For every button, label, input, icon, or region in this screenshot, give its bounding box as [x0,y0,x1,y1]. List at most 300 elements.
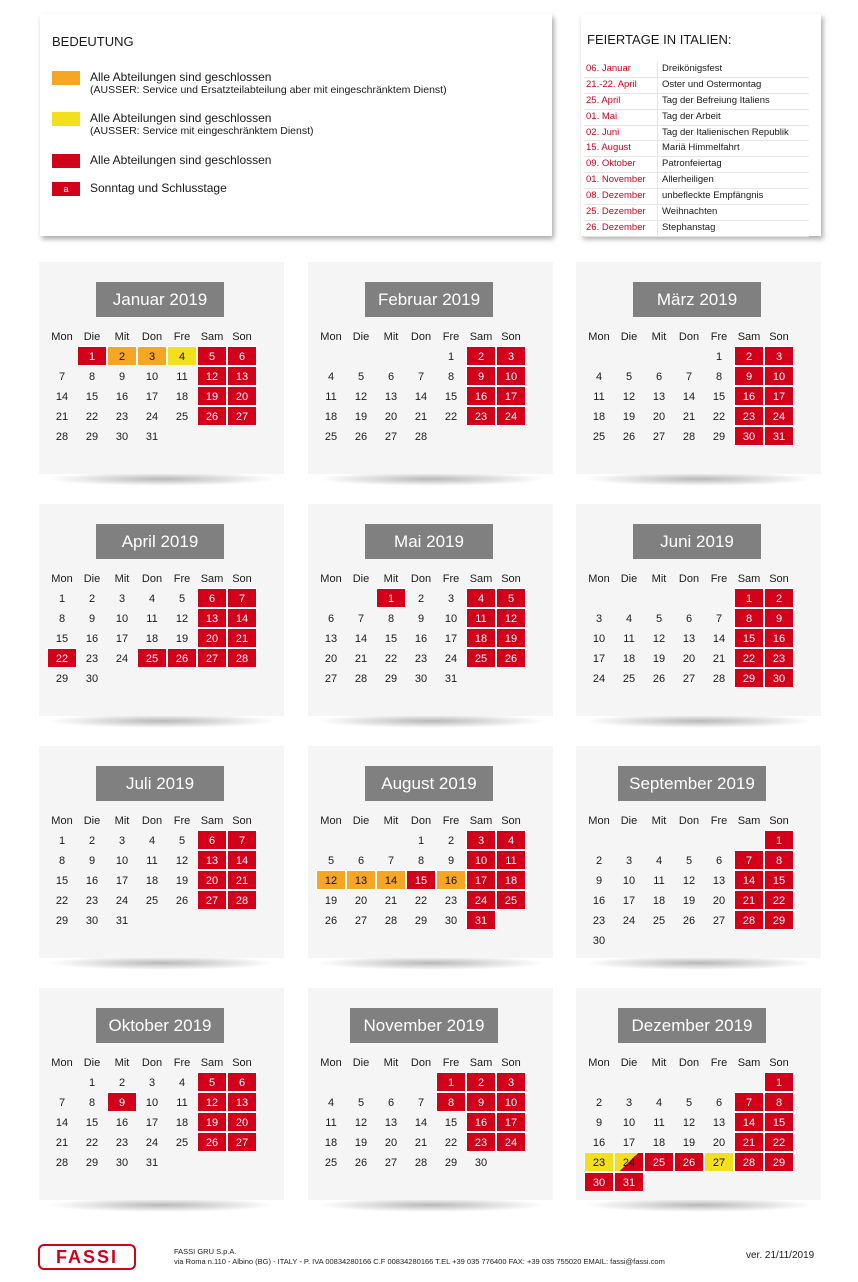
day-cell: 23 [466,406,496,426]
day-cell: 29 [414,915,428,927]
day-cell: 13 [346,870,376,890]
weekday-header: Don [678,573,700,585]
day-cell: 30 [584,1172,614,1192]
month-calendar [308,504,553,716]
day-cell: 24 [614,1152,644,1172]
day-cell: 3 [118,835,126,847]
day-cell: 23 [414,653,428,665]
legend-item [52,153,271,168]
legend-sublabel: (AUSSER: Service und Ersatzteilabteilung aber mit eingeschränktem Dienst) [90,84,447,96]
weekday-header: Fre [173,1057,191,1069]
day-cell: 10 [466,850,496,870]
day-cell: 4 [178,1077,186,1089]
holiday-row [584,205,809,221]
month-calendar [576,504,821,716]
holiday-row [584,141,809,157]
weekday-header: Die [620,573,638,585]
day-cell: 21 [712,653,726,665]
day-cell: 18 [145,875,159,887]
day-cell: 3 [625,1097,633,1109]
day-cell: 25 [175,411,189,423]
weekday-header: Mon [588,1057,610,1069]
day-cell: 10 [622,1117,636,1129]
day-cell: 12 [682,875,696,887]
weekday-header: Die [352,815,370,827]
day-cell: 30 [414,673,428,685]
month-calendar [576,262,821,474]
day-cell: 6 [387,1097,395,1109]
day-cell: 15 [444,1117,458,1129]
weekday-header: Die [620,331,638,343]
day-cell: 20 [384,411,398,423]
day-cell: 10 [622,875,636,887]
month-days-grid [584,326,794,446]
day-cell: 5 [357,1097,365,1109]
day-cell: 7 [227,830,257,850]
company-name: FASSI GRU S.p.A. [174,1247,237,1256]
day-cell: 2 [88,593,96,605]
holiday-date: 01. November [586,174,646,186]
day-cell: 23 [734,406,764,426]
day-cell: 22 [764,890,794,910]
day-cell: 12 [175,855,189,867]
day-cell: 15 [384,633,398,645]
day-cell: 24 [145,411,159,423]
day-cell: 8 [58,613,66,625]
holidays-title: FEIERTAGE IN ITALIEN: [587,32,732,47]
month-days-grid [47,568,257,688]
day-cell: 15 [406,870,436,890]
day-cell: 20 [652,411,666,423]
weekday-header: Son [501,331,521,343]
day-cell: 15 [85,1117,99,1129]
day-cell: 17 [145,391,159,403]
empty-cell [614,1072,644,1092]
day-cell: 6 [655,371,663,383]
day-cell: 13 [197,850,227,870]
empty-cell [584,588,614,608]
day-cell: 11 [176,1097,188,1109]
day-cell: 7 [734,850,764,870]
day-cell: 17 [145,1117,159,1129]
day-cell: 6 [685,613,693,625]
weekday-header: Die [83,1057,101,1069]
empty-cell [376,1072,406,1092]
empty-cell [346,830,376,850]
day-cell: 23 [85,895,99,907]
day-cell: 25 [137,648,167,668]
weekday-header: Don [410,815,432,827]
day-cell: 7 [58,371,66,383]
day-cell: 17 [115,633,129,645]
day-cell: 14 [55,1117,69,1129]
day-cell: 4 [466,588,496,608]
day-cell: 5 [197,346,227,366]
day-cell: 21 [414,1137,428,1149]
day-cell: 6 [387,371,395,383]
weekday-header: Son [769,1057,789,1069]
weekday-header: Son [232,1057,252,1069]
day-cell: 26 [682,915,696,927]
day-cell: 5 [496,588,526,608]
day-cell: 14 [734,1112,764,1132]
day-cell: 29 [712,431,726,443]
month-days-grid [316,568,526,688]
day-cell: 1 [376,588,406,608]
day-cell: 29 [384,673,398,685]
day-cell: 18 [622,653,636,665]
day-cell: 19 [682,1137,696,1149]
day-cell: 27 [354,915,368,927]
day-cell: 1 [58,835,66,847]
empty-cell [346,346,376,366]
day-cell: 21 [682,411,696,423]
legend-title: BEDEUTUNG [52,34,134,49]
day-cell: 12 [197,1092,227,1112]
day-cell: 13 [324,633,338,645]
day-cell: 11 [325,391,337,403]
day-cell: 4 [496,830,526,850]
legend-swatch-red [52,154,80,168]
weekday-header: Die [620,1057,638,1069]
day-cell: 30 [734,426,764,446]
day-cell: 24 [764,406,794,426]
day-cell: 7 [387,855,395,867]
holiday-date: 02. Juni [586,126,620,138]
legend-label: Alle Abteilungen sind geschlossen [90,70,272,84]
day-cell: 28 [55,1157,69,1169]
day-cell: 8 [387,613,395,625]
day-cell: 9 [595,875,603,887]
day-cell: 1 [77,346,107,366]
day-cell: 14 [227,608,257,628]
day-cell: 18 [145,633,159,645]
day-cell: 26 [197,1132,227,1152]
day-cell: 24 [115,895,129,907]
empty-cell [376,830,406,850]
day-cell: 5 [685,1097,693,1109]
day-cell: 3 [148,1077,156,1089]
weekday-header: Fre [442,815,460,827]
day-cell: 30 [85,915,99,927]
day-cell: 3 [447,593,455,605]
day-cell: 13 [384,1117,398,1129]
day-cell: 17 [622,1137,636,1149]
weekday-header: Son [232,331,252,343]
weekday-header: Fre [442,573,460,585]
legend-label: Sonntag und Schlusstage [90,181,227,195]
day-cell: 21 [734,1132,764,1152]
month-days-grid [47,810,257,930]
weekday-header: Die [352,331,370,343]
month-calendar [308,988,553,1200]
weekday-header: Mon [320,1057,342,1069]
holiday-name: Allerheiligen [657,173,809,188]
day-cell: 17 [764,386,794,406]
day-cell: 12 [354,1117,368,1129]
day-cell: 4 [327,1097,335,1109]
day-cell: 9 [734,366,764,386]
day-cell: 18 [175,391,189,403]
day-cell: 9 [88,855,96,867]
weekday-header: Sam [469,1057,493,1069]
day-cell: 8 [734,608,764,628]
day-cell: 19 [682,895,696,907]
holidays-list [584,62,809,237]
day-cell: 9 [466,1092,496,1112]
day-cell: 24 [496,406,526,426]
day-cell: 10 [592,633,606,645]
holiday-row [584,157,809,173]
day-cell: 29 [764,910,794,930]
day-cell: 24 [592,673,606,685]
weekday-header: Don [410,331,432,343]
day-cell: 25 [622,673,636,685]
day-cell: 2 [595,855,603,867]
day-cell: 31 [115,915,129,927]
month-calendar [576,746,821,958]
day-cell: 9 [107,1092,137,1112]
empty-cell [674,588,704,608]
empty-cell [584,830,614,850]
day-cell: 21 [384,895,398,907]
day-cell: 10 [115,613,129,625]
day-cell: 12 [622,391,636,403]
weekday-header: Mon [588,331,610,343]
day-cell: 22 [734,648,764,668]
day-cell: 30 [85,673,99,685]
day-cell: 21 [55,1137,69,1149]
day-cell: 12 [316,870,346,890]
day-cell: 3 [496,346,526,366]
day-cell: 30 [115,431,129,443]
weekday-header: Fre [710,331,728,343]
day-cell: 15 [55,633,69,645]
month-title: Mai 2019 [365,524,493,559]
day-cell: 3 [595,613,603,625]
legend-item [52,111,314,138]
day-cell: 28 [227,890,257,910]
day-cell: 23 [85,653,99,665]
day-cell: 6 [327,613,335,625]
day-cell: 27 [227,406,257,426]
month-calendar [39,988,284,1200]
day-cell: 6 [197,588,227,608]
holiday-row [584,221,809,237]
weekday-header: Mit [383,331,399,343]
day-cell: 14 [414,1117,428,1129]
day-cell: 16 [115,1117,129,1129]
holiday-name: Weihnachten [657,205,809,220]
day-cell: 4 [148,593,156,605]
day-cell: 10 [444,613,458,625]
empty-cell [614,588,644,608]
holiday-date: 21.-22. April [586,78,637,90]
day-cell: 29 [734,668,764,688]
weekday-header: Mon [51,815,73,827]
day-cell: 18 [652,895,666,907]
day-cell: 18 [592,411,606,423]
day-cell: 27 [197,648,227,668]
day-cell: 21 [227,628,257,648]
month-days-grid [47,326,257,446]
day-cell: 10 [496,366,526,386]
day-cell: 2 [734,346,764,366]
day-cell: 25 [466,648,496,668]
day-cell: 23 [466,1132,496,1152]
day-cell: 16 [436,870,466,890]
day-cell: 11 [146,855,158,867]
day-cell: 11 [623,633,635,645]
weekday-header: Mit [114,331,130,343]
holiday-date: 26. Dezember [586,221,646,233]
day-cell: 18 [652,1137,666,1149]
day-cell: 28 [55,431,69,443]
weekday-header: Son [501,1057,521,1069]
day-cell: 10 [145,371,159,383]
weekday-header: Don [410,573,432,585]
day-cell: 8 [58,855,66,867]
holiday-name: Mariä Himmelfahrt [657,141,809,156]
day-cell: 1 [734,588,764,608]
weekday-header: Die [620,815,638,827]
day-cell: 6 [227,1072,257,1092]
holiday-row [584,189,809,205]
day-cell: 28 [712,673,726,685]
day-cell: 26 [167,648,197,668]
day-cell: 3 [764,346,794,366]
month-days-grid [584,568,794,688]
day-cell: 8 [88,1097,96,1109]
day-cell: 20 [197,870,227,890]
weekday-header: Fre [710,1057,728,1069]
day-cell: 29 [85,431,99,443]
day-cell: 15 [712,391,726,403]
weekday-header: Die [352,573,370,585]
empty-cell [346,1072,376,1092]
version-label: ver. 21/11/2019 [746,1250,815,1261]
empty-cell [316,588,346,608]
month-title: Oktober 2019 [96,1008,224,1043]
day-cell: 14 [414,391,428,403]
day-cell: 16 [466,386,496,406]
day-cell: 26 [674,1152,704,1172]
day-cell: 31 [145,1157,159,1169]
day-cell: 7 [227,588,257,608]
day-cell: 31 [764,426,794,446]
day-cell: 23 [444,895,458,907]
day-cell: 24 [496,1132,526,1152]
empty-cell [406,346,436,366]
holiday-name: Stephanstag [657,221,809,236]
weekday-header: Son [769,331,789,343]
weekday-header: Die [83,331,101,343]
day-cell: 24 [622,915,636,927]
day-cell: 27 [197,890,227,910]
day-cell: 6 [227,346,257,366]
weekday-header: Die [83,815,101,827]
day-cell: 19 [175,633,189,645]
day-cell: 26 [496,648,526,668]
day-cell: 20 [324,653,338,665]
day-cell: 15 [55,875,69,887]
holiday-row [584,110,809,126]
day-cell: 31 [145,431,159,443]
day-cell: 18 [496,870,526,890]
day-cell: 17 [592,653,606,665]
weekday-header: Sam [737,573,761,585]
day-cell: 14 [682,391,696,403]
day-cell: 2 [595,1097,603,1109]
weekday-header: Mon [51,573,73,585]
day-cell: 26 [324,915,338,927]
day-cell: 19 [175,875,189,887]
day-cell: 24 [145,1137,159,1149]
day-cell: 10 [764,366,794,386]
day-cell: 4 [595,371,603,383]
weekday-header: Son [501,573,521,585]
month-days-grid [47,1052,257,1172]
day-cell: 16 [85,633,99,645]
weekday-header: Fre [173,331,191,343]
weekday-header: Mit [383,573,399,585]
weekday-header: Son [232,573,252,585]
weekday-header: Son [769,573,789,585]
day-cell: 12 [175,613,189,625]
weekday-header: Don [678,1057,700,1069]
day-cell: 20 [384,1137,398,1149]
day-cell: 21 [734,890,764,910]
day-cell: 16 [466,1112,496,1132]
day-cell: 19 [652,653,666,665]
day-cell: 7 [417,371,425,383]
day-cell: 28 [682,431,696,443]
day-cell: 24 [115,653,129,665]
weekday-header: Mon [320,573,342,585]
legend-swatch-orange [52,71,80,85]
day-cell: 30 [764,668,794,688]
fassi-logo: FASSI [38,1244,136,1270]
legend-item [52,70,447,97]
month-days-grid [316,810,526,930]
weekday-header: Mit [651,815,667,827]
day-cell: 16 [592,895,606,907]
month-title: Juli 2019 [96,766,224,801]
day-cell: 21 [55,411,69,423]
day-cell: 13 [682,633,696,645]
weekday-header: Sam [469,573,493,585]
day-cell: 10 [496,1092,526,1112]
weekday-header: Sam [737,815,761,827]
holiday-row [584,126,809,142]
day-cell: 21 [354,653,368,665]
day-cell: 7 [685,371,693,383]
empty-cell [47,1072,77,1092]
day-cell: 1 [417,835,425,847]
holiday-date: 06. Januar [586,63,631,74]
day-cell: 8 [447,371,455,383]
day-cell: 17 [466,870,496,890]
day-cell: 13 [384,391,398,403]
day-cell: 15 [444,391,458,403]
weekday-header: Mit [651,573,667,585]
day-cell: 27 [324,673,338,685]
day-cell: 9 [466,366,496,386]
day-cell: 22 [85,411,99,423]
weekday-header: Don [141,331,163,343]
month-title: April 2019 [96,524,224,559]
month-title: September 2019 [618,766,766,801]
